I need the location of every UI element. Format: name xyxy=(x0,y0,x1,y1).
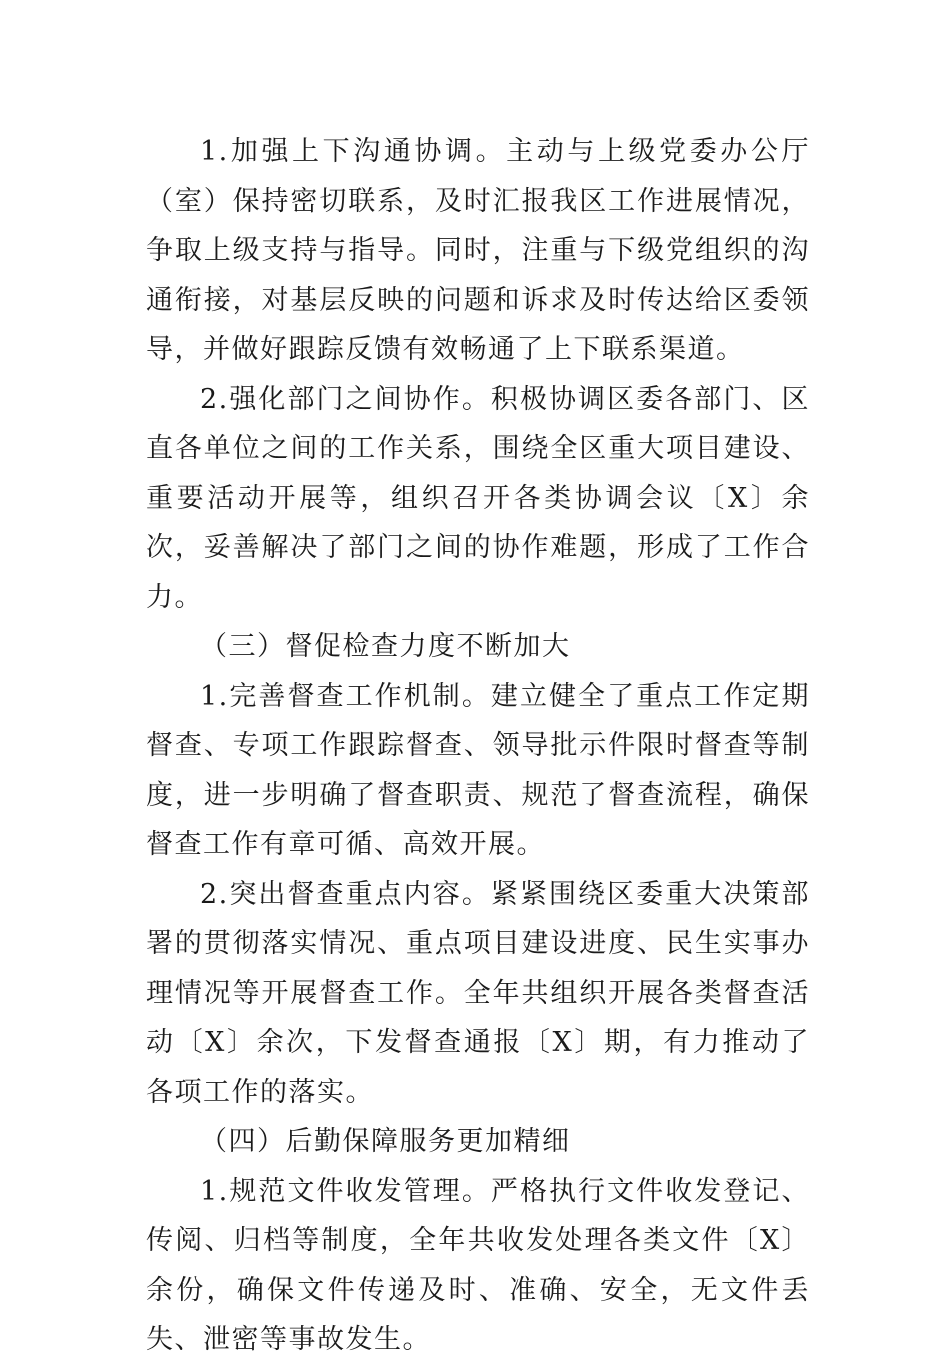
paragraph-document-management: 1.规范文件收发管理。严格执行文件收发登记、传阅、归档等制度，全年共收发处理各类文件〔X〕余份，确保文件传递及时、准确、安全，无文件丢失、泄密等事故发生。 xyxy=(146,1175,810,1355)
section-heading-supervision: （三）督促检查力度不断加大 xyxy=(200,631,571,662)
paragraph-department-cooperation: 2.强化部门之间协作。积极协调区委各部门、区直各单位之间的工作关系，围绕全区重大项目建设、重要活动开展等，组织召开各类协调会议〔X〕余次，妥善解决了部门之间的协作难题，形成了工作合力。 xyxy=(146,383,810,613)
section-heading-logistics: （四）后勤保障服务更加精细 xyxy=(200,1126,571,1157)
document-body xyxy=(146,127,810,1365)
paragraph-communication: 1.加强上下沟通协调。主动与上级党委办公厅（室）保持密切联系，及时汇报我区工作进展情况，争取上级支持与指导。同时，注重与下级党组织的沟通衔接，对基层反映的问题和诉求及时传达给区委领导，并做好跟踪反馈有效畅通了上下联系渠道。 xyxy=(146,136,810,365)
paragraph-supervision-mechanism: 1.完善督查工作机制。建立健全了重点工作定期督查、专项工作跟踪督查、领导批示件限时督查等制度，进一步明确了督查职责、规范了督查流程，确保督查工作有章可循、高效开展。 xyxy=(146,680,810,860)
paragraph-supervision-focus: 2.突出督查重点内容。紧紧围绕区委重大决策部署的贯彻落实情况、重点项目建设进度、民生实事办理情况等开展督查工作。全年共组织开展各类督查活动〔X〕余次，下发督查通报〔X〕期，有力推动了各项工作的落实。 xyxy=(146,878,810,1108)
